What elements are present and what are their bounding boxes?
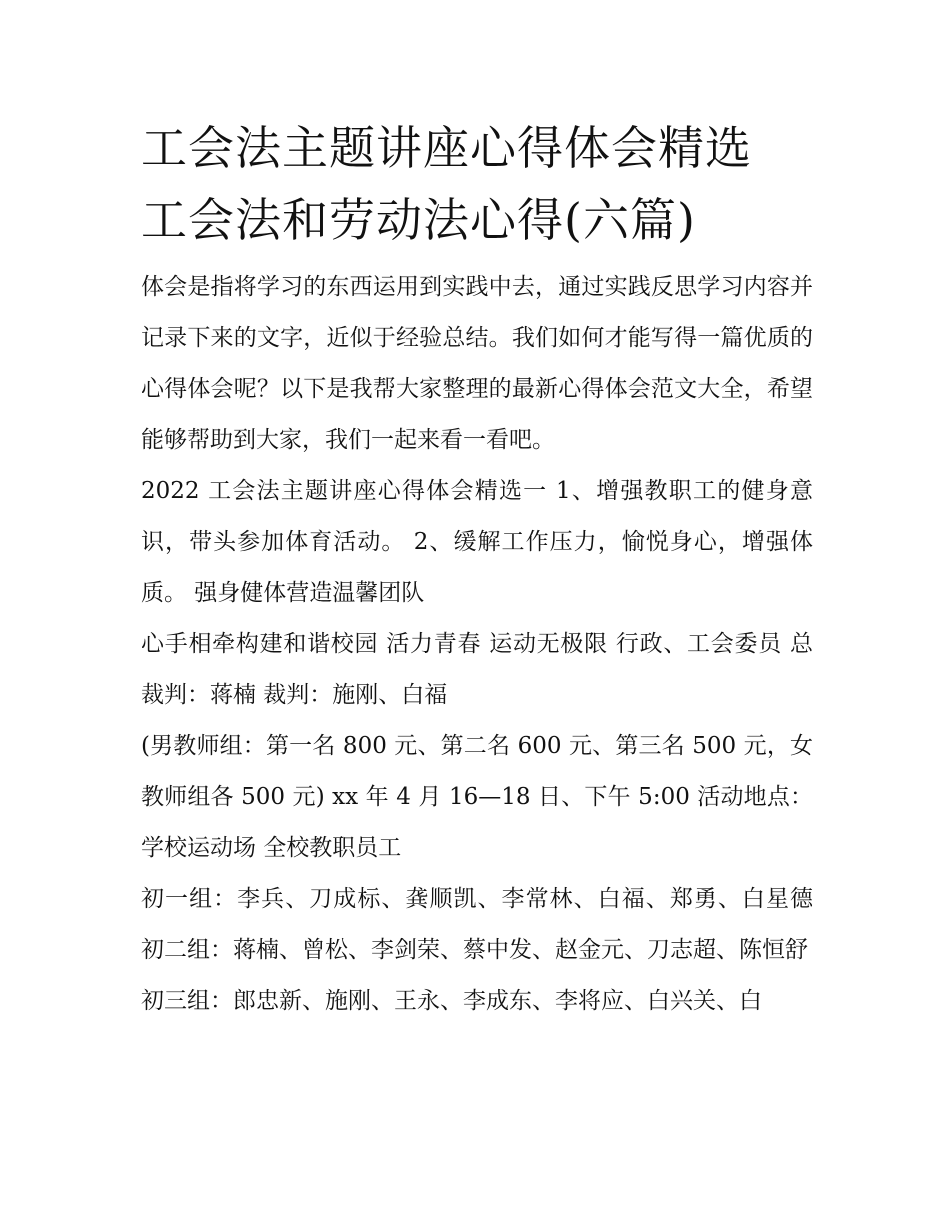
paragraph-prizes: (男教师组：第一名 800 元、第二名 600 元、第三名 500 元，女教师组各 500 元) xx 年 4 月 16—18 日、下午 5:00 活动地点：学校运动场 全校教职员工 xyxy=(141,733,813,861)
title-line-1: 工会法主题讲座心得体会精选 xyxy=(141,121,752,175)
paragraph-event-info: 心手相牵构建和谐校园 活力青春 运动无极限 行政、工会委员 总裁判：蒋楠 裁判：施刚、白福 xyxy=(141,631,813,708)
document-title xyxy=(141,112,813,256)
document-body xyxy=(141,112,813,1027)
paragraph-section-one: 2022 工会法主题讲座心得体会精选一 1、增强教职工的健身意识，带头参加体育活动。 2、缓解工作压力，愉悦身心，增强体质。 强身健体营造温馨团队 xyxy=(141,478,813,606)
title-line-2: 工会法和劳动法心得(六篇) xyxy=(141,193,696,247)
paragraph-groups: 初一组：李兵、刀成标、龚顺凯、李常林、白福、郑勇、白星德 初二组：蒋楠、曾松、李剑荣、蔡中发、赵金元、刀志超、陈恒舒 xyxy=(141,886,813,963)
paragraph-group-three: 初三组：郎忠新、施刚、王永、李成东、李将应、白兴关、白 xyxy=(141,988,762,1014)
paragraph-intro: 体会是指将学习的东西运用到实践中去，通过实践反思学习内容并记录下来的文字，近似于经验总结。我们如何才能写得一篇优质的心得体会呢？以下是我帮大家整理的最新心得体会范文大全，希望能够帮助到大家，我们一起来看一看吧。 xyxy=(141,274,813,453)
